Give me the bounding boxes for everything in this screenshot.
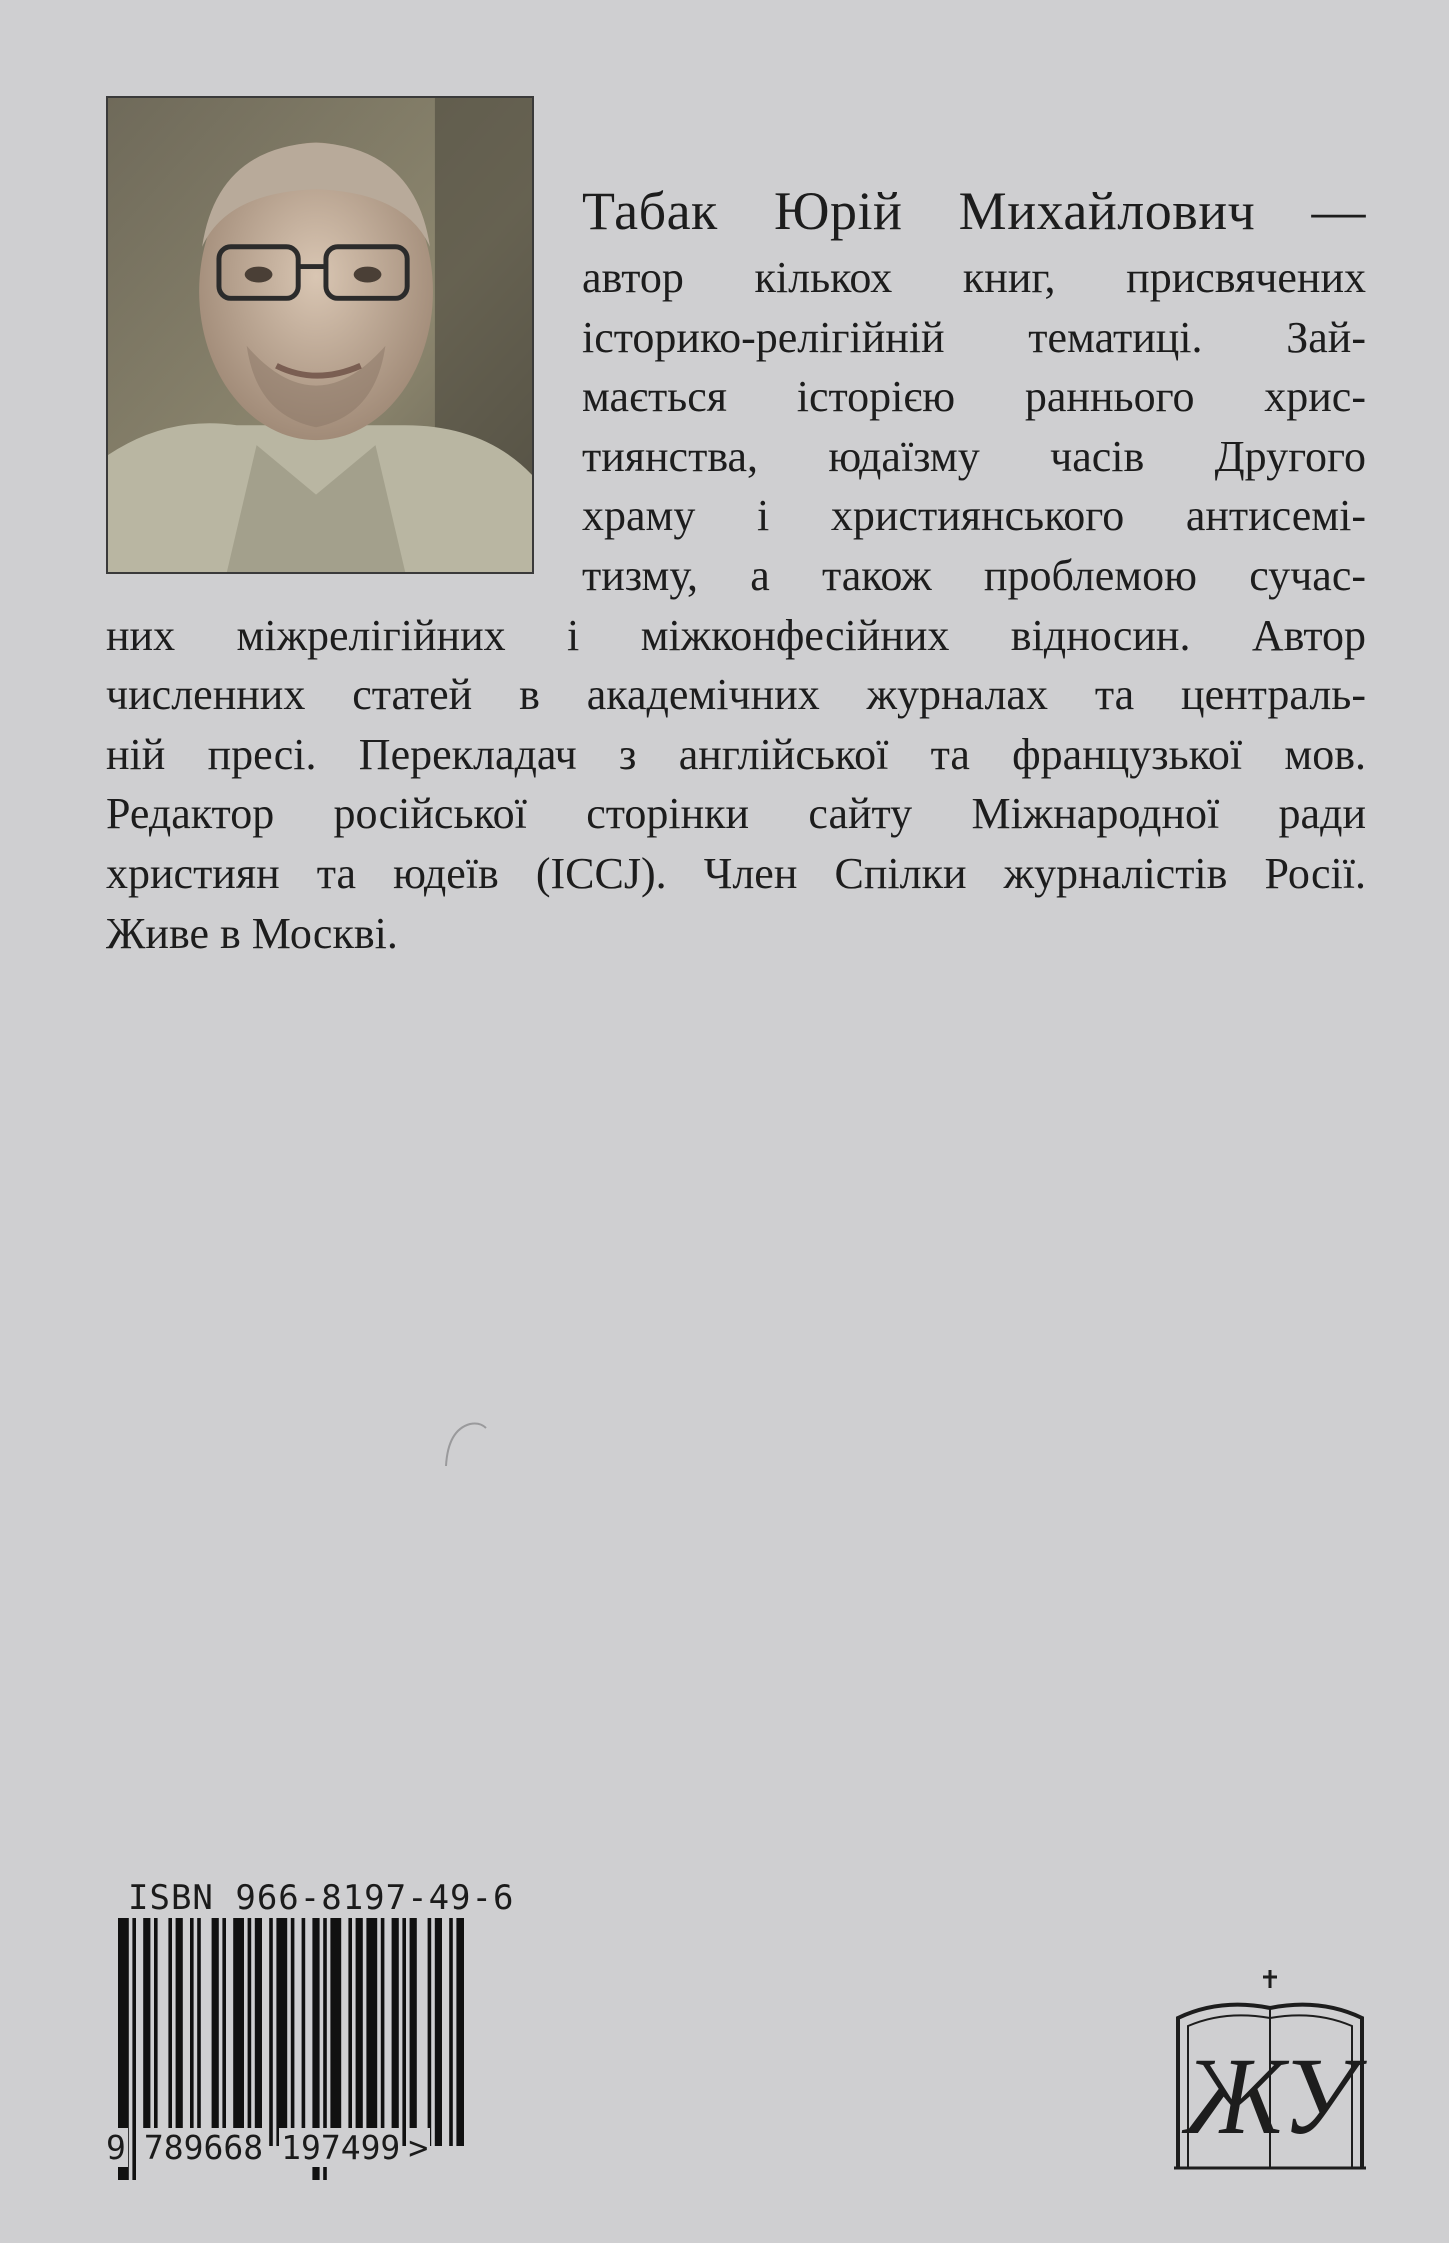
isbn-label: ISBN 966-8197-49-6: [128, 1878, 515, 1918]
barcode-bar: [456, 1918, 464, 2146]
bio-line: автор кількох книг, присвячених: [582, 253, 1366, 302]
barcode-bar: [255, 1918, 262, 2146]
print-mark: [440, 1410, 500, 1470]
barcode-bar: [428, 1918, 432, 2146]
bio-line: ній пресі. Перекладач з англійської та французької мов.: [106, 729, 1366, 779]
barcode-bar: [348, 1918, 352, 2146]
barcode-bar: [222, 1918, 226, 2146]
barcode-bar: [143, 1918, 150, 2146]
barcode-bar: [330, 1918, 341, 2146]
barcode-bar: [449, 1918, 453, 2146]
bio-line: Редактор російської сторінки сайту Міжнародної ради: [106, 789, 1366, 839]
barcode-bar: [197, 1918, 201, 2146]
barcode-bar: [248, 1918, 252, 2146]
bio-line: них міжрелігійних і міжконфесійних відносин. Автор: [106, 610, 1366, 660]
barcode-bar: [190, 1918, 194, 2146]
bio-line: тизму, а також проблемою сучас-: [582, 550, 1366, 600]
bio-line: мається історією раннього хрис-: [582, 372, 1366, 422]
bio-line: Живе в Москві.: [106, 908, 398, 958]
barcode-bar: [302, 1918, 306, 2146]
bio-line: численних статей в академічних журналах та централь-: [106, 670, 1366, 720]
barcode-bar: [366, 1918, 377, 2146]
barcode-bar: [176, 1918, 183, 2146]
barcode-bar: [233, 1918, 244, 2146]
svg-text:ЖУ: ЖУ: [1184, 2035, 1356, 2157]
barcode-bar: [276, 1918, 287, 2146]
author-name: Табак Юрій Михайлович —: [582, 181, 1366, 241]
barcode-bar: [168, 1918, 172, 2146]
barcode-bar: [435, 1918, 442, 2146]
barcode-bar: [291, 1918, 295, 2146]
bio-line: тиянства, юдаїзму часів Другого: [582, 431, 1366, 481]
barcode-bar: [402, 1918, 406, 2146]
bio-line: історико-релігійній тематиці. Зай-: [582, 312, 1366, 362]
barcode-bar: [410, 1918, 417, 2146]
barcode-digit-group: 789668: [143, 2128, 264, 2167]
barcode-digit-group: 9: [106, 2128, 126, 2167]
barcode-bar: [381, 1918, 385, 2146]
barcode-digit-group: >: [408, 2128, 429, 2167]
barcode-bar: [269, 1918, 273, 2146]
barcode-bar: [392, 1918, 399, 2146]
barcode-bar: [212, 1918, 219, 2146]
barcode-digits: [104, 2128, 430, 2167]
publisher-logo-icon: [1170, 1968, 1370, 2176]
barcode-bar: [356, 1918, 363, 2146]
bio-line: християн та юдеїв (ICCJ). Член Спілки журналістів Росії.: [106, 848, 1366, 898]
bio-line: храму і християнського антисемі-: [582, 491, 1366, 541]
author-biography: [106, 180, 1366, 963]
barcode-bar: [154, 1918, 158, 2146]
barcode-digit-group: 197499: [281, 2128, 401, 2167]
